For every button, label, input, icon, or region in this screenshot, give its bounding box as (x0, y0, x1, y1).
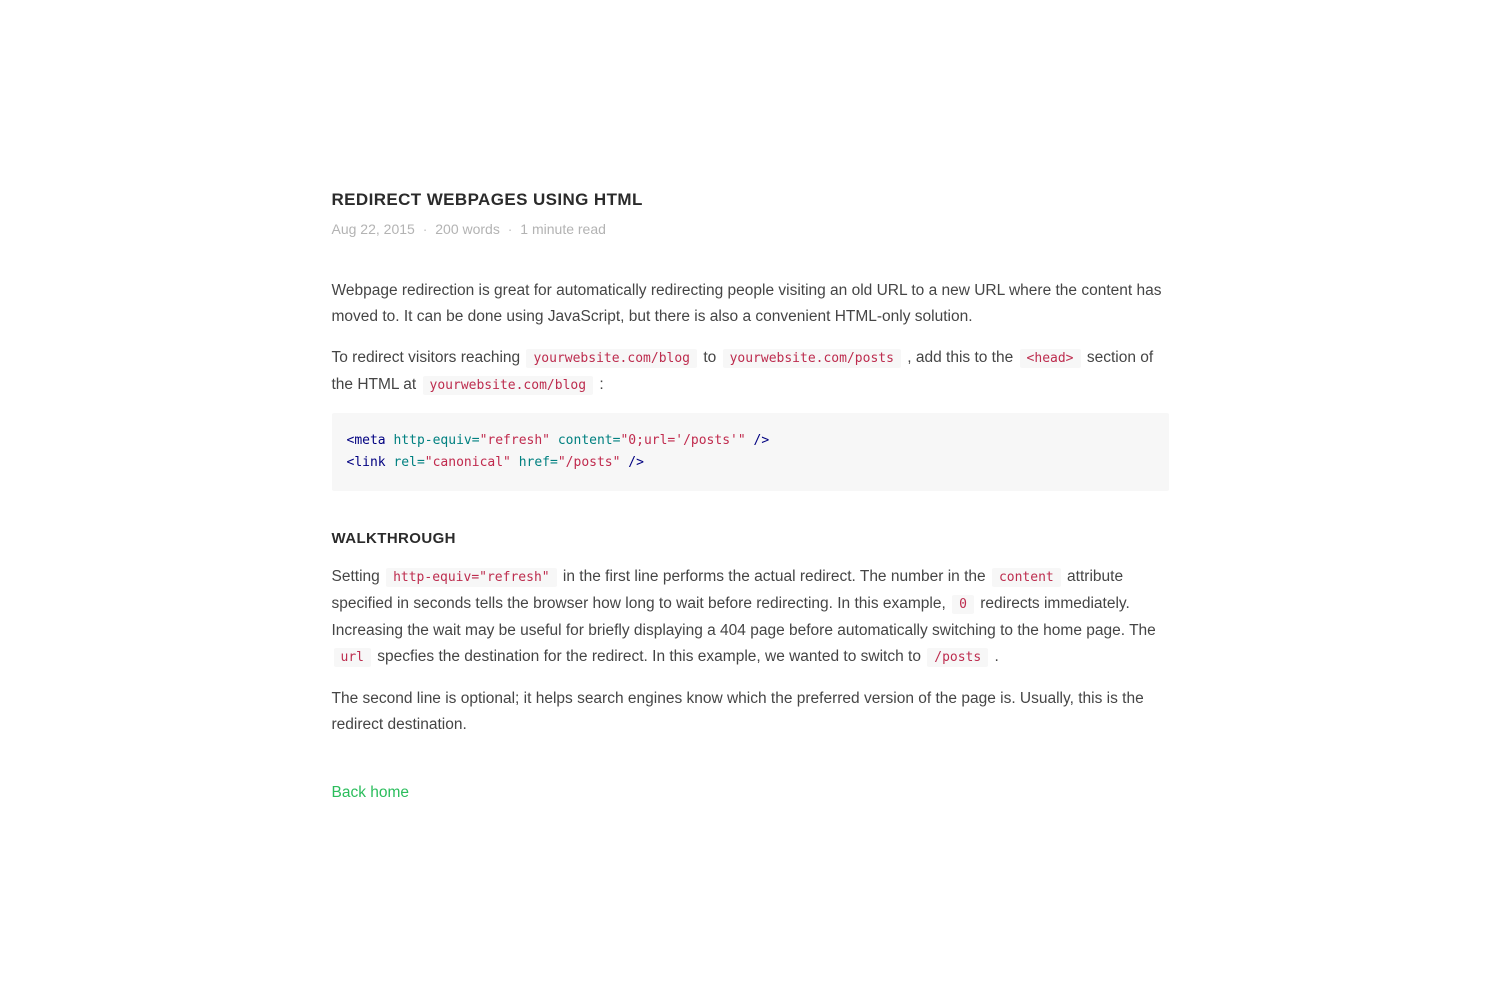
back-home-link[interactable]: Back home (331, 784, 410, 801)
code-line: <meta http-equiv="refresh" content="0;url='/posts'" /> (346, 433, 770, 448)
inline-code: http-equiv="refresh" (386, 568, 557, 587)
inline-code: yourwebsite.com/blog (526, 349, 697, 368)
inline-code: url (334, 648, 371, 667)
paragraph-instruction: To redirect visitors reaching yourwebsite.com/blog to yourwebsite.com/posts , add this to the <head> section of the HTML at yourwebsite.com/blog : (331, 349, 1154, 393)
inline-code: yourwebsite.com/posts (723, 349, 901, 368)
post-read-time: 1 minute read (520, 221, 606, 237)
meta-separator: · (422, 221, 428, 237)
paragraph-walkthrough-note: The second line is optional; it helps search engines know which the preferred version of the page is. Usually, this is the redirect destination. (331, 690, 1144, 733)
blog-post (332, 190, 1169, 803)
paragraph-walkthrough-explanation: Setting http-equiv="refresh" in the first line performs the actual redirect. The number in the content attribute specified in seconds tells the browser how long to wait before redirecting. In this example, 0 redirects immediately. Increasing the wait may be useful for briefly displaying a 404 page before automatically switching to the home page. The url specfies the destination for the redirect. In this example, we wanted to switch to /posts . (331, 568, 1156, 665)
code-line: <link rel="canonical" href="/posts" /> (346, 455, 644, 470)
paragraph-intro: Webpage redirection is great for automatically redirecting people visiting an old URL to a new URL where the content has moved to. It can be done using JavaScript, but there is also a convenient HTML-only solution. (331, 282, 1162, 325)
post-date: Aug 22, 2015 (331, 221, 415, 237)
post-meta (332, 220, 1169, 238)
inline-code: 0 (952, 595, 974, 614)
meta-separator: · (507, 221, 513, 237)
inline-code: <head> (1020, 349, 1081, 368)
article-page (332, 0, 1169, 803)
inline-code: yourwebsite.com/blog (423, 376, 594, 395)
inline-code: /posts (927, 648, 988, 667)
inline-code: content (992, 568, 1061, 587)
walkthrough-heading: WALKTHROUGH (331, 530, 456, 547)
page-title: REDIRECT WEBPAGES USING HTML (331, 190, 643, 209)
code-block (332, 413, 1169, 491)
post-word-count: 200 words (435, 221, 500, 237)
back-link-container (332, 783, 1169, 803)
